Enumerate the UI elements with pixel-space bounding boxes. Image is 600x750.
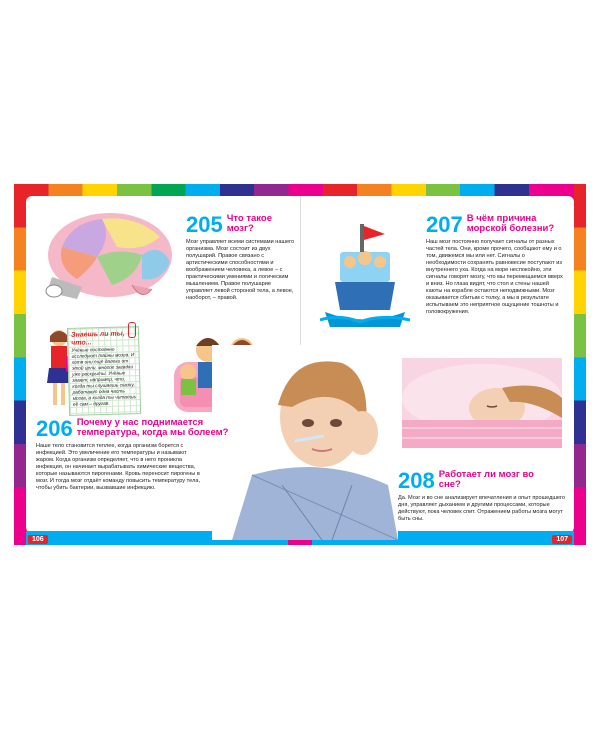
page-number-left: 106 [28, 535, 48, 544]
question-title: Работает ли мозг во сне? [438, 469, 534, 490]
brain-illustration [42, 207, 177, 307]
rainbow-frame-right [574, 184, 586, 545]
question-number: 205 [186, 212, 223, 237]
page-number-right: 107 [552, 535, 572, 544]
rainbow-frame-left [14, 184, 26, 545]
question-207 [426, 214, 566, 316]
question-body: Наш мозг постоянно получает сигналы от разных частей тела. Они, кроме прочего, сообщают ему и о том, движемся мы или нет. Сигналы о необходимости сохранять равновесие поступают из внутреннего уха. Когда на море неспокойно, эти сигналы говорят мозгу, что мы перемещаемся вверх и вниз. Но глаза видят, что стол и стены нашей каюты на корабле остаются неподвижными. Мозг оказывается сбитым с толку, а мы в результате испытываем это неприятное ощущение тошноты и головокружения. [426, 239, 563, 315]
question-number: 207 [426, 212, 463, 237]
question-number: 208 [398, 468, 435, 493]
question-206 [36, 418, 268, 492]
question-body: Да. Мозг и во сне анализирует впечатления и опыт прошедшего дня, управляет дыханием и другими процессами, которые действуют, пока человек спит. Отражением работы мозга могут быть сны. [398, 495, 565, 522]
question-number: 206 [36, 416, 73, 441]
question-title: Почему у нас поднимается температура, когда мы болеем? [76, 417, 229, 438]
sleeping-girl-photo [402, 358, 562, 448]
question-205 [186, 214, 298, 302]
question-title: Что такое мозг? [226, 213, 273, 234]
ship-illustration [320, 212, 410, 332]
note-title: Знаешь ли ты, что... [70, 330, 125, 347]
note-body: Учёные постоянно исследуют тайны мозга. И хотя они ещё далеки от этой цели, многое загадки уже раскрыты. Учёные знают, например, что, когда ты слушаешь сказку, работают одна часть мозга, а когда ты читаешь её сам – другая. [71, 347, 137, 408]
question-title: В чём причина морской болезни? [466, 213, 555, 234]
did-you-know-note [67, 326, 141, 416]
question-body: Наше тело становится теплее, когда организм борется с инфекцией. Это увеличение его температуры и называют жаром. Когда организм определяет, что в него проникла инфекция, он начинает вырабатывать химические вещества, которые называются пирогенами. Кровь переносит пирогены в мозг. И тогда мозг отдаёт команду повысить температуру тела, чтобы убить бактерии, вызвавшие инфекцию. [36, 443, 201, 491]
question-208 [398, 470, 566, 523]
paperclip-icon [128, 322, 136, 338]
question-body: Мозг управляет всеми системами нашего организма. Мозг состоит из двух полушарий. Правое связано с артистическими способностями и воображением человека, а левое – с практическими умениями и логическим мышлением. Правое полушарие управляет левой стороной тела, а левое, наоборот, – правой. [186, 239, 295, 301]
